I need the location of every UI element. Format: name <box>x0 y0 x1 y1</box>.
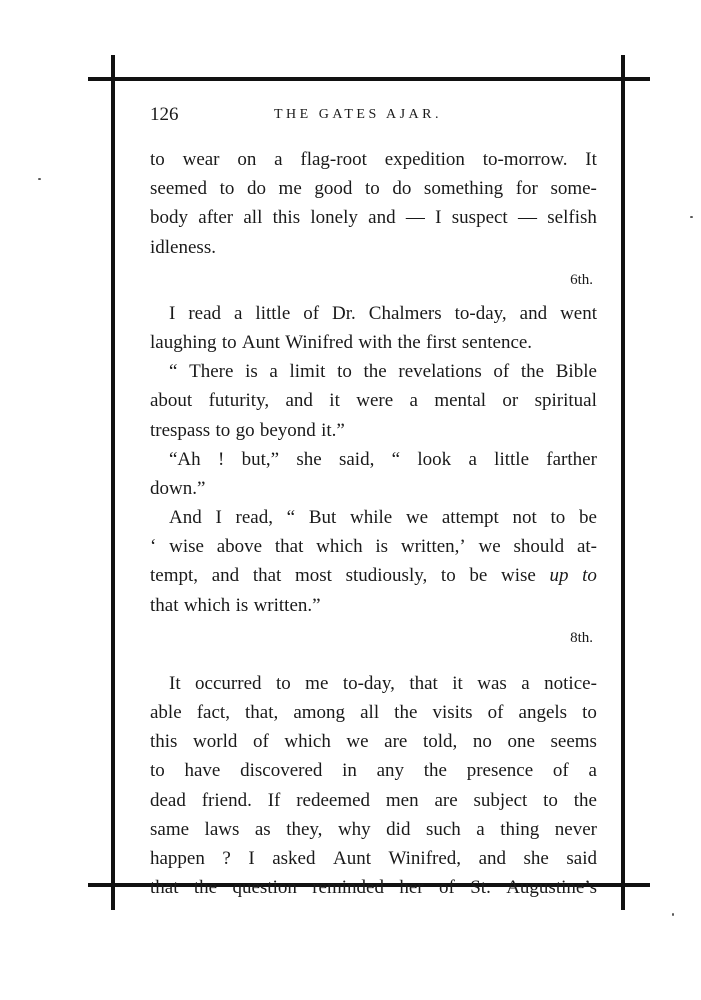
word: attempt <box>441 507 499 529</box>
word: St. <box>470 877 491 899</box>
body-text <box>150 145 597 902</box>
word: have <box>184 760 221 782</box>
text-line <box>150 756 597 785</box>
word: wear <box>182 149 220 170</box>
text-line <box>150 532 597 561</box>
text-line <box>150 591 597 620</box>
word: the <box>520 361 545 383</box>
word: were <box>356 390 394 412</box>
word: visits <box>432 702 473 723</box>
word: to <box>582 702 597 723</box>
word: Aunt <box>332 847 371 869</box>
word: a <box>274 149 283 170</box>
word: be <box>469 565 488 587</box>
paragraph <box>150 299 597 357</box>
word: Winifred, <box>388 847 462 869</box>
entry-date: 6th. <box>570 271 593 288</box>
word: that <box>409 672 438 694</box>
word: I <box>435 207 442 229</box>
text-line <box>150 328 597 357</box>
word: do <box>392 178 412 200</box>
word: look <box>417 448 452 470</box>
word: fact, <box>196 702 230 723</box>
word: in <box>342 760 357 782</box>
word: which <box>183 594 231 616</box>
word: presence <box>466 760 534 782</box>
word: and <box>211 565 240 587</box>
word: a <box>476 818 485 840</box>
word: futurity, <box>208 390 270 412</box>
word: If <box>267 789 281 811</box>
word: and <box>368 207 396 229</box>
word: wise <box>169 536 204 558</box>
word: one <box>507 731 535 753</box>
word: to <box>215 419 231 441</box>
paragraph <box>150 445 597 503</box>
text-line <box>150 474 597 503</box>
word: something <box>423 178 504 200</box>
word: to-day, <box>342 672 395 694</box>
word: to <box>150 149 165 170</box>
left-border-rule <box>111 55 115 910</box>
word: all <box>360 702 380 723</box>
word: notice- <box>544 672 597 694</box>
word: any <box>376 760 405 782</box>
word: friend. <box>201 789 252 811</box>
word: it.” <box>321 419 345 441</box>
word: But <box>308 507 337 529</box>
word: it <box>329 390 340 412</box>
page-header <box>150 104 592 130</box>
word: body <box>150 207 188 229</box>
paragraph <box>150 503 597 620</box>
word: the <box>397 331 421 353</box>
word: all <box>243 207 263 229</box>
word: me <box>305 672 329 694</box>
word: asked <box>272 847 316 869</box>
word: me <box>278 178 302 200</box>
word: did <box>386 818 411 840</box>
word: There <box>189 361 234 383</box>
word: “ <box>286 507 296 529</box>
word: this <box>150 731 178 753</box>
word: go <box>235 419 255 441</box>
word: some- <box>550 178 597 200</box>
word: while <box>350 507 393 529</box>
word: Augustine’s <box>506 877 597 899</box>
word: I <box>248 847 255 869</box>
word: ! <box>217 448 225 470</box>
word: first <box>425 331 457 353</box>
word: discovered <box>240 760 323 782</box>
word: that <box>150 594 179 616</box>
word: reminded <box>312 877 384 899</box>
word: told, <box>422 731 458 753</box>
word: seemed <box>150 178 207 200</box>
scan-speck <box>690 216 693 218</box>
word: the <box>363 361 387 383</box>
word: beyond <box>259 419 316 441</box>
word: are <box>434 789 458 811</box>
word: among <box>293 702 346 723</box>
word: good <box>314 178 353 200</box>
word: of <box>552 760 569 782</box>
word: idleness. <box>150 236 216 258</box>
word: of <box>487 702 504 723</box>
word: we <box>405 507 429 529</box>
word: world <box>193 731 238 753</box>
text-line <box>150 233 597 262</box>
word: said, <box>338 448 375 470</box>
word: she <box>296 448 322 470</box>
word: little <box>255 302 291 324</box>
text-line <box>150 815 597 844</box>
text-line <box>150 145 597 174</box>
word: little <box>494 448 529 470</box>
word: should <box>513 536 565 558</box>
word: It <box>585 149 597 170</box>
word: occurred <box>195 672 262 694</box>
word: no <box>472 731 492 753</box>
word: to <box>582 565 597 587</box>
word: lonely <box>310 207 358 229</box>
paragraph <box>150 669 597 903</box>
word: question <box>232 877 297 899</box>
word: do <box>246 178 266 200</box>
word: to <box>275 672 291 694</box>
word: and <box>519 302 548 324</box>
word: written,’ <box>400 536 466 558</box>
word: Bible <box>555 361 597 383</box>
text-line <box>150 386 597 415</box>
right-border-rule <box>621 55 625 910</box>
word: that <box>252 565 282 587</box>
word: — <box>405 207 425 229</box>
text-line <box>150 203 597 232</box>
text-line <box>150 357 597 386</box>
word: Aunt <box>241 331 280 353</box>
word: farther <box>546 448 597 470</box>
word: written.” <box>253 594 321 616</box>
word: above <box>216 536 263 558</box>
word: a <box>234 302 243 324</box>
word: is <box>235 594 249 616</box>
word: was <box>477 672 507 694</box>
word: to <box>440 565 456 587</box>
word: thing <box>500 818 540 840</box>
word: subject <box>473 789 528 811</box>
word: we <box>478 536 501 558</box>
word: the <box>423 760 447 782</box>
word: read <box>188 302 222 324</box>
word: “ <box>169 361 178 383</box>
word: with <box>358 331 393 353</box>
word: selfish <box>547 207 597 229</box>
word: limit <box>289 361 326 383</box>
word: laws <box>204 818 240 840</box>
entry-date: 8th. <box>570 629 593 646</box>
word: a <box>468 448 477 470</box>
word: I <box>169 302 176 324</box>
word: “Ah <box>169 448 201 470</box>
word: Dr. <box>332 302 356 324</box>
word: about <box>150 390 193 412</box>
word: same <box>150 818 190 840</box>
word: or <box>502 390 519 412</box>
word: ‘ <box>150 536 157 558</box>
word: up <box>549 565 569 587</box>
word: and <box>285 390 313 412</box>
word: went <box>560 302 597 324</box>
word: down.” <box>150 477 206 499</box>
word: which <box>284 731 331 753</box>
word: a <box>269 361 278 383</box>
word: laughing <box>150 331 217 353</box>
word: studiously, <box>345 565 428 587</box>
word: It <box>169 672 181 694</box>
word: after <box>198 207 234 229</box>
text-line <box>150 445 597 474</box>
word: at- <box>576 536 597 558</box>
word: most <box>294 565 332 587</box>
word: to <box>543 789 558 811</box>
word: suspect <box>451 207 508 229</box>
word: expedition <box>384 149 465 170</box>
word: she <box>523 847 549 869</box>
word: we <box>346 731 369 753</box>
word: of <box>439 877 455 899</box>
text-line <box>150 786 597 815</box>
word: I <box>215 507 222 529</box>
word: read, <box>235 507 273 529</box>
top-border-rule <box>88 77 650 81</box>
word: revelations <box>398 361 482 383</box>
text-line <box>150 174 597 203</box>
word: sentence. <box>461 331 533 353</box>
running-title: THE GATES AJAR. <box>274 107 443 122</box>
word: on <box>237 149 257 170</box>
word: why <box>337 818 371 840</box>
word: redeemed <box>296 789 371 811</box>
word: the <box>573 789 597 811</box>
word: to <box>219 178 235 200</box>
text-line <box>150 727 597 756</box>
word: of <box>252 731 269 753</box>
word: — <box>518 207 537 229</box>
word: the <box>394 702 418 723</box>
word: a <box>588 760 597 782</box>
scan-speck <box>38 178 41 180</box>
text-line <box>150 873 597 902</box>
word: happen <box>150 847 205 869</box>
spacer <box>150 653 597 669</box>
word: of <box>303 302 320 324</box>
word: flag-root <box>300 149 367 170</box>
word: is <box>375 536 389 558</box>
word: of <box>493 361 510 383</box>
word: they, <box>286 818 323 840</box>
word: as <box>254 818 271 840</box>
word: Winifred <box>285 331 354 353</box>
word: tempt, <box>150 565 199 587</box>
word: men <box>385 789 419 811</box>
word: to-morrow. <box>482 149 568 170</box>
word: a <box>409 390 418 412</box>
word: are <box>384 731 408 753</box>
word: able <box>150 702 182 723</box>
word: “ <box>391 448 401 470</box>
word: seems <box>550 731 597 753</box>
word: it <box>452 672 463 694</box>
word: angels <box>518 702 568 723</box>
scan-speck <box>672 913 674 916</box>
page-number: 126 <box>150 104 179 125</box>
word: this <box>272 207 301 229</box>
text-line <box>150 416 597 445</box>
paragraph <box>150 145 597 262</box>
word: dead <box>150 789 186 811</box>
word: wise <box>500 565 536 587</box>
word: that <box>150 877 179 899</box>
word: to <box>337 361 352 383</box>
word: ? <box>222 847 231 869</box>
word: which <box>316 536 363 558</box>
word: Chalmers <box>368 302 442 324</box>
word: never <box>554 818 597 840</box>
word: trespass <box>150 419 211 441</box>
word: such <box>425 818 461 840</box>
word: And <box>169 507 202 529</box>
word: the <box>193 877 218 899</box>
word: and <box>478 847 507 869</box>
text-line <box>150 698 597 727</box>
word: not <box>512 507 537 529</box>
word: is <box>245 361 258 383</box>
word: mental <box>434 390 487 412</box>
word: to <box>221 331 237 353</box>
word: to <box>364 178 380 200</box>
word: to <box>550 507 566 529</box>
word: that <box>274 536 304 558</box>
word: for <box>515 178 538 200</box>
text-line <box>150 503 597 532</box>
word: to-day, <box>454 302 507 324</box>
word: be <box>579 507 597 529</box>
word: but,” <box>241 448 280 470</box>
word: a <box>521 672 530 694</box>
text-line <box>150 299 597 328</box>
word: said <box>566 847 597 869</box>
paragraph <box>150 357 597 445</box>
text-line <box>150 561 597 590</box>
word: her <box>399 877 424 899</box>
word: spiritual <box>534 390 597 412</box>
word: that, <box>245 702 279 723</box>
text-line <box>150 669 597 698</box>
word: to <box>150 760 165 782</box>
text-line <box>150 844 597 873</box>
